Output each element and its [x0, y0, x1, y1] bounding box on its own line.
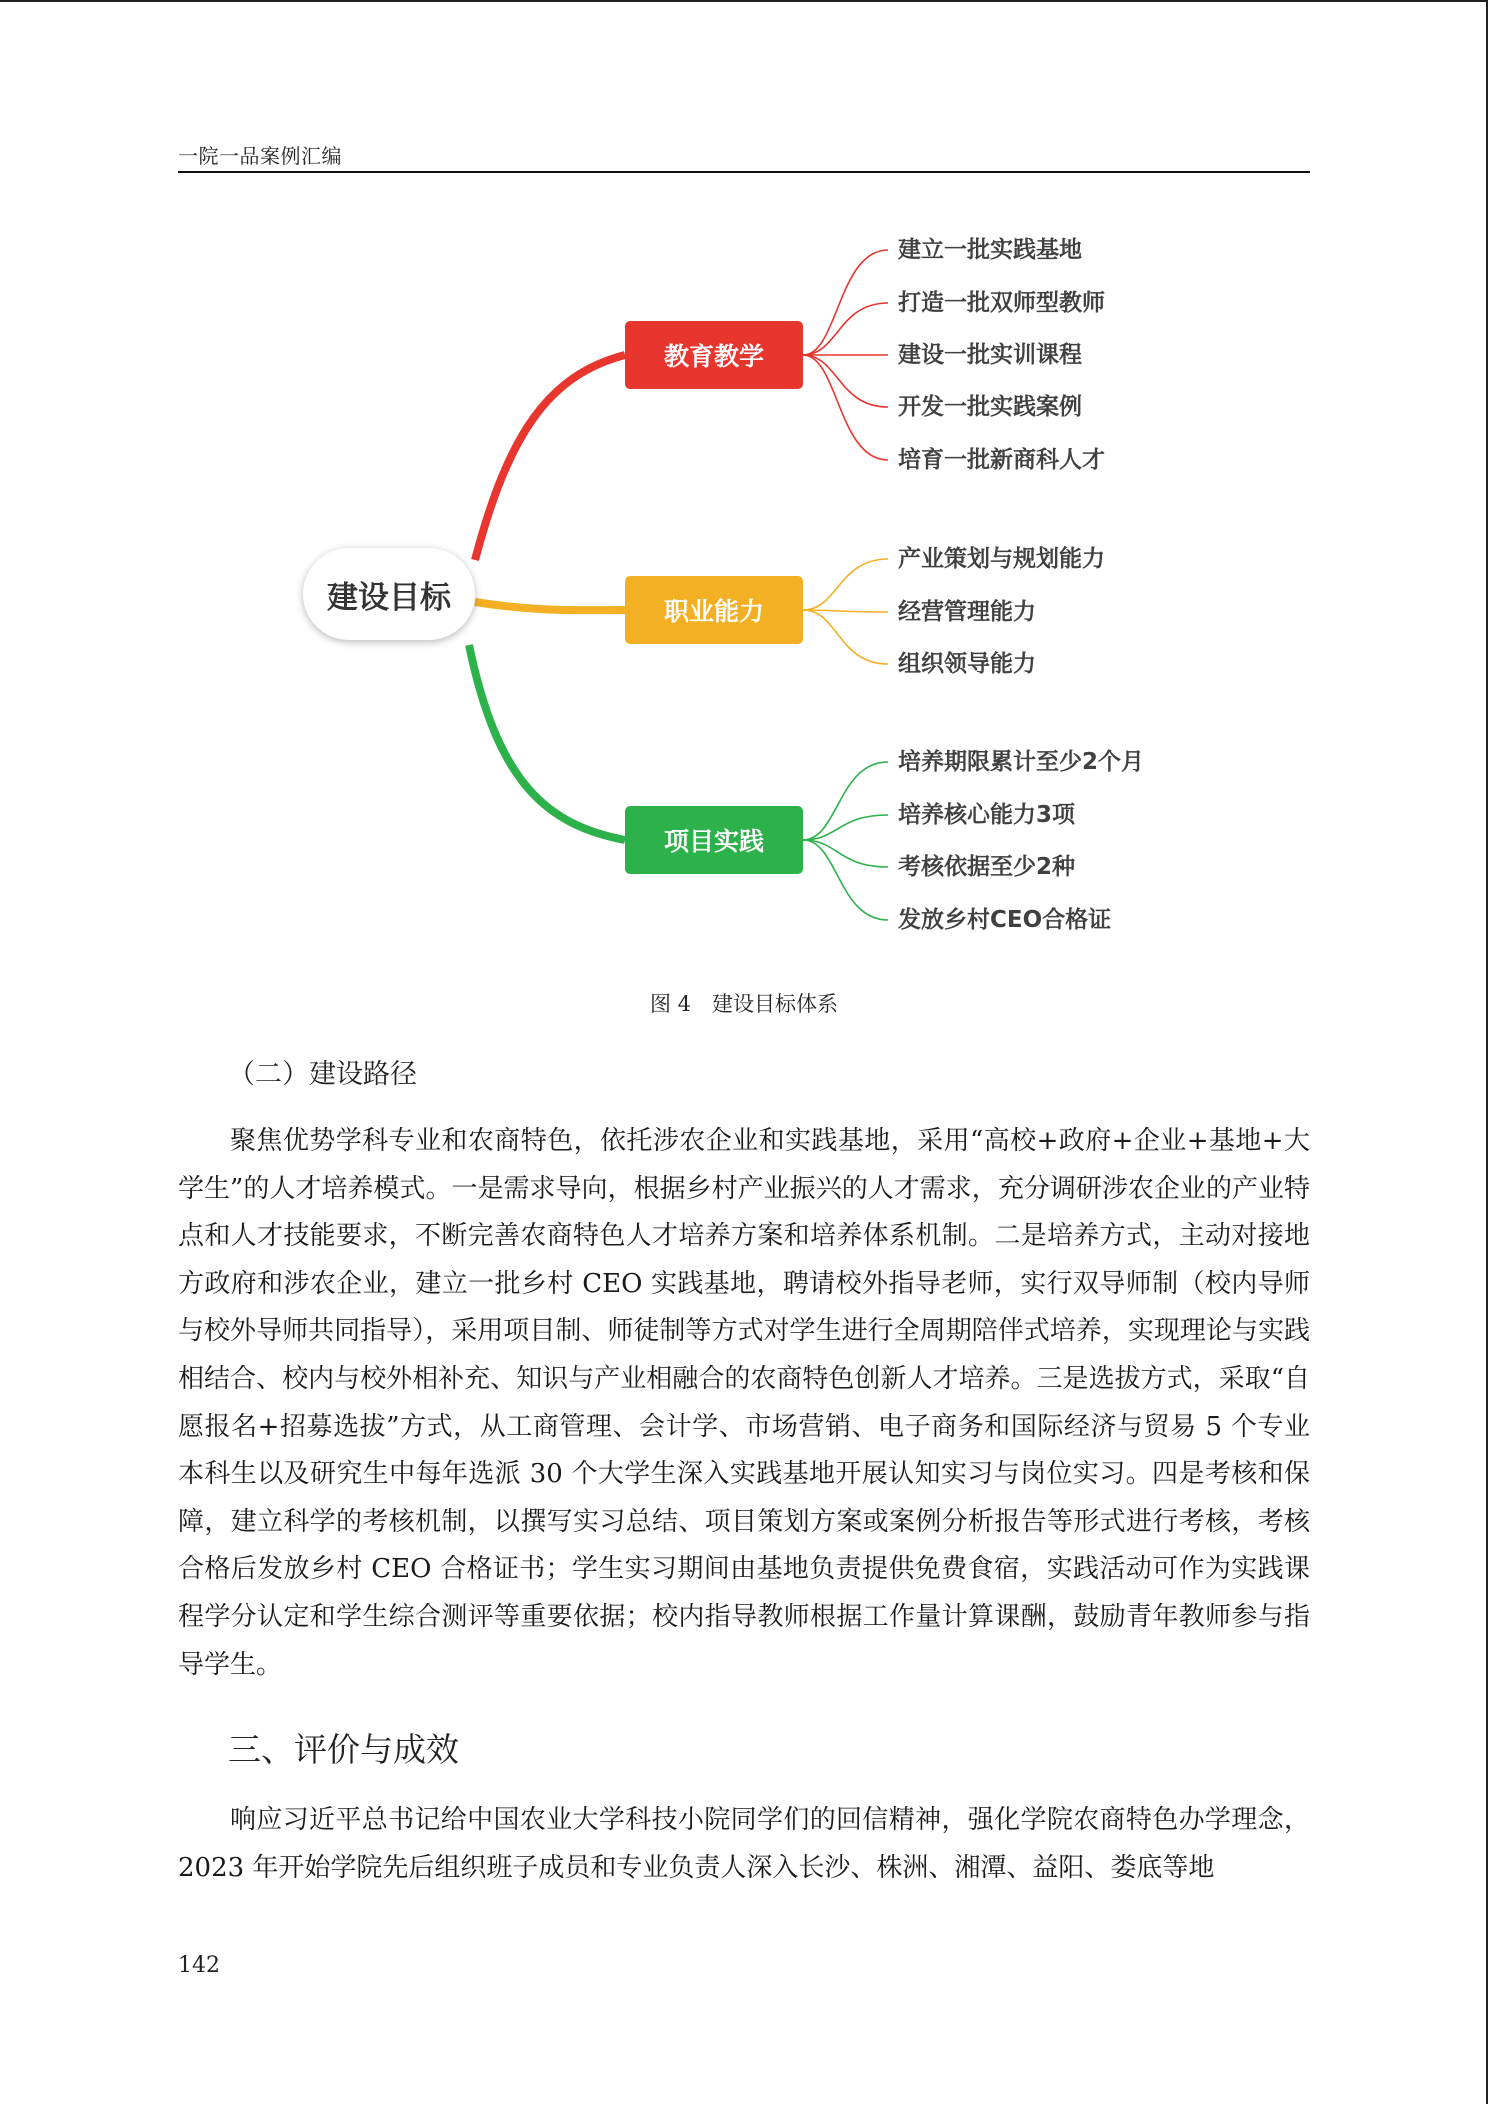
- paragraph-text: 响应习近平总书记给中国农业大学科技小院同学们的回信精神，强化学院农商特色办学理念，2023 年开始学院先后组织班子成员和专业负责人深入长沙、株洲、湘潭、益阳、娄底等地: [178, 1805, 1310, 1883]
- leaf-career-1: 产业策划与规划能力: [898, 546, 1105, 572]
- header-rule: [178, 171, 1310, 173]
- paragraph-text: 聚焦优势学科专业和农商特色，依托涉农企业和实践基地，采用“高校+政府+企业+基地+大学生”的人才培养模式。一是需求导向，根据乡村产业振兴的人才需求，充分调研涉农企业的产业特点和人才技能要求，不断完善农商特色人才培养方案和培养体系机制。二是培养方式，主动对接地方政府和涉农企业，建立一批乡村 CEO 实践基地，聘请校外指导老师，实行双导师制（校内导师与校外导师共同指导），采用项目制、师徒制等方式对学生进行全周期陪伴式培养，实现理论与实践相结合、校内与校外相补充、知识与产业相融合的农商特色创新人才培养。三是选拔方式，采取“自愿报名+招募选拔”方式，从工商管理、会计学、市场营销、电子商务和国际经济与贸易 5 个专业本科生以及研究生中每年选派 30 个大学生深入实践基地开展认知实习与岗位实习。四是考核和保障，建立科学的考核机制，以撰写实习总结、项目策划方案或案例分析报告等形式进行考核，考核合格后发放乡村 CEO 合格证书；学生实习期间由基地负责提供免费食宿，实践活动可作为实践课程学分认定和学生综合测评等重要依据；校内指导教师根据工作量计算课酬，鼓励青年教师参与指导学生。: [178, 1126, 1310, 1680]
- connectors-career: [803, 559, 888, 664]
- subsection-heading: （二）建设路径: [228, 1059, 417, 1090]
- connector-root-practice: [469, 645, 625, 840]
- mindmap-root: 建设目标: [303, 548, 475, 640]
- branch-practice: 项目实践: [625, 806, 803, 874]
- leaf-practice-2: 培养核心能力3项: [898, 802, 1076, 828]
- branch-career: 职业能力: [625, 576, 803, 644]
- connectors-practice: [803, 762, 888, 920]
- running-header: 一院一品案例汇编: [178, 144, 342, 168]
- leaf-career-2: 经营管理能力: [898, 599, 1036, 625]
- section-heading: 三、评价与成效: [228, 1730, 459, 1769]
- leaf-education-5: 培育一批新商科人才: [898, 447, 1105, 473]
- body-paragraph-1: [178, 1118, 1310, 1689]
- connector-root-education: [475, 355, 625, 560]
- page-top-border: [0, 0, 1488, 2]
- mindmap-figure: [178, 215, 1310, 950]
- leaf-education-4: 开发一批实践案例: [898, 394, 1082, 420]
- leaf-practice-4: 发放乡村CEO合格证: [898, 907, 1112, 933]
- leaf-education-2: 打造一批双师型教师: [898, 290, 1105, 316]
- connectors-education: [803, 250, 888, 460]
- leaf-career-3: 组织领导能力: [898, 651, 1036, 677]
- body-paragraph-2: [178, 1797, 1310, 1892]
- leaf-practice-3: 考核依据至少2种: [898, 854, 1076, 880]
- connector-root-career: [475, 602, 625, 610]
- page-number: 142: [178, 1953, 220, 1978]
- leaf-education-1: 建立一批实践基地: [898, 237, 1082, 263]
- leaf-education-3: 建设一批实训课程: [898, 342, 1082, 368]
- figure-caption: 图 4 建设目标体系: [649, 992, 839, 1016]
- leaf-practice-1: 培养期限累计至少2个月: [898, 749, 1145, 775]
- branch-education: 教育教学: [625, 321, 803, 389]
